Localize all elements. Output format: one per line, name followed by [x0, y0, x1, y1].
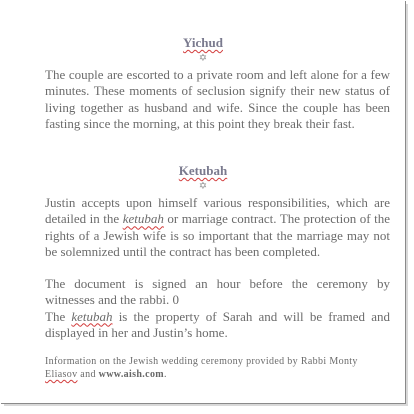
text-run: is the property of Sarah and will be framed and displayed in her and Justin’s home. [45, 308, 390, 340]
section-heading-yichud [1, 36, 405, 50]
credit-surname: Eliasov [45, 369, 78, 380]
ketubah-paragraph-2 [45, 276, 390, 341]
text-run: The document is signed an hour before the ceremony by witnesses and the rabbi. 0 [45, 276, 390, 308]
yichud-paragraph: The couple are escorted to a private room and left alone for a few minutes. These moments of seclusion signify their new status of living together as husband and wife. Since the couple has been fasting since the morning, at this point they break their fast. [45, 67, 390, 131]
heading-text: Ketubah [178, 163, 228, 178]
credit-text: Information on the Jewish wedding ceremony provided by Rabbi Monty [45, 356, 358, 367]
credit-and: and [77, 369, 99, 380]
credit-end: . [163, 369, 167, 380]
document-page [1, 1, 406, 404]
heading-text: Yichud [183, 35, 223, 50]
term-ketubah: ketubah [122, 211, 164, 227]
ketubah-paragraph-1 [45, 195, 390, 260]
star-of-david-icon: ✡ [198, 53, 208, 64]
text-run: or marriage contract. The protection of the rights of a Jewish wife is so important that the marriage may not be solemnized until the contract has been completed. [45, 211, 391, 259]
credit-site-link[interactable]: www.aish.com [98, 369, 164, 380]
term-ketubah: ketubah [71, 308, 113, 324]
section-heading-ketubah [1, 164, 405, 178]
star-of-david-icon: ✡ [198, 181, 208, 192]
text-run: The [45, 308, 72, 324]
credit-line [45, 355, 390, 381]
text-run: Justin accepts upon himself various responsibilities, which are detailed in the [45, 195, 390, 227]
